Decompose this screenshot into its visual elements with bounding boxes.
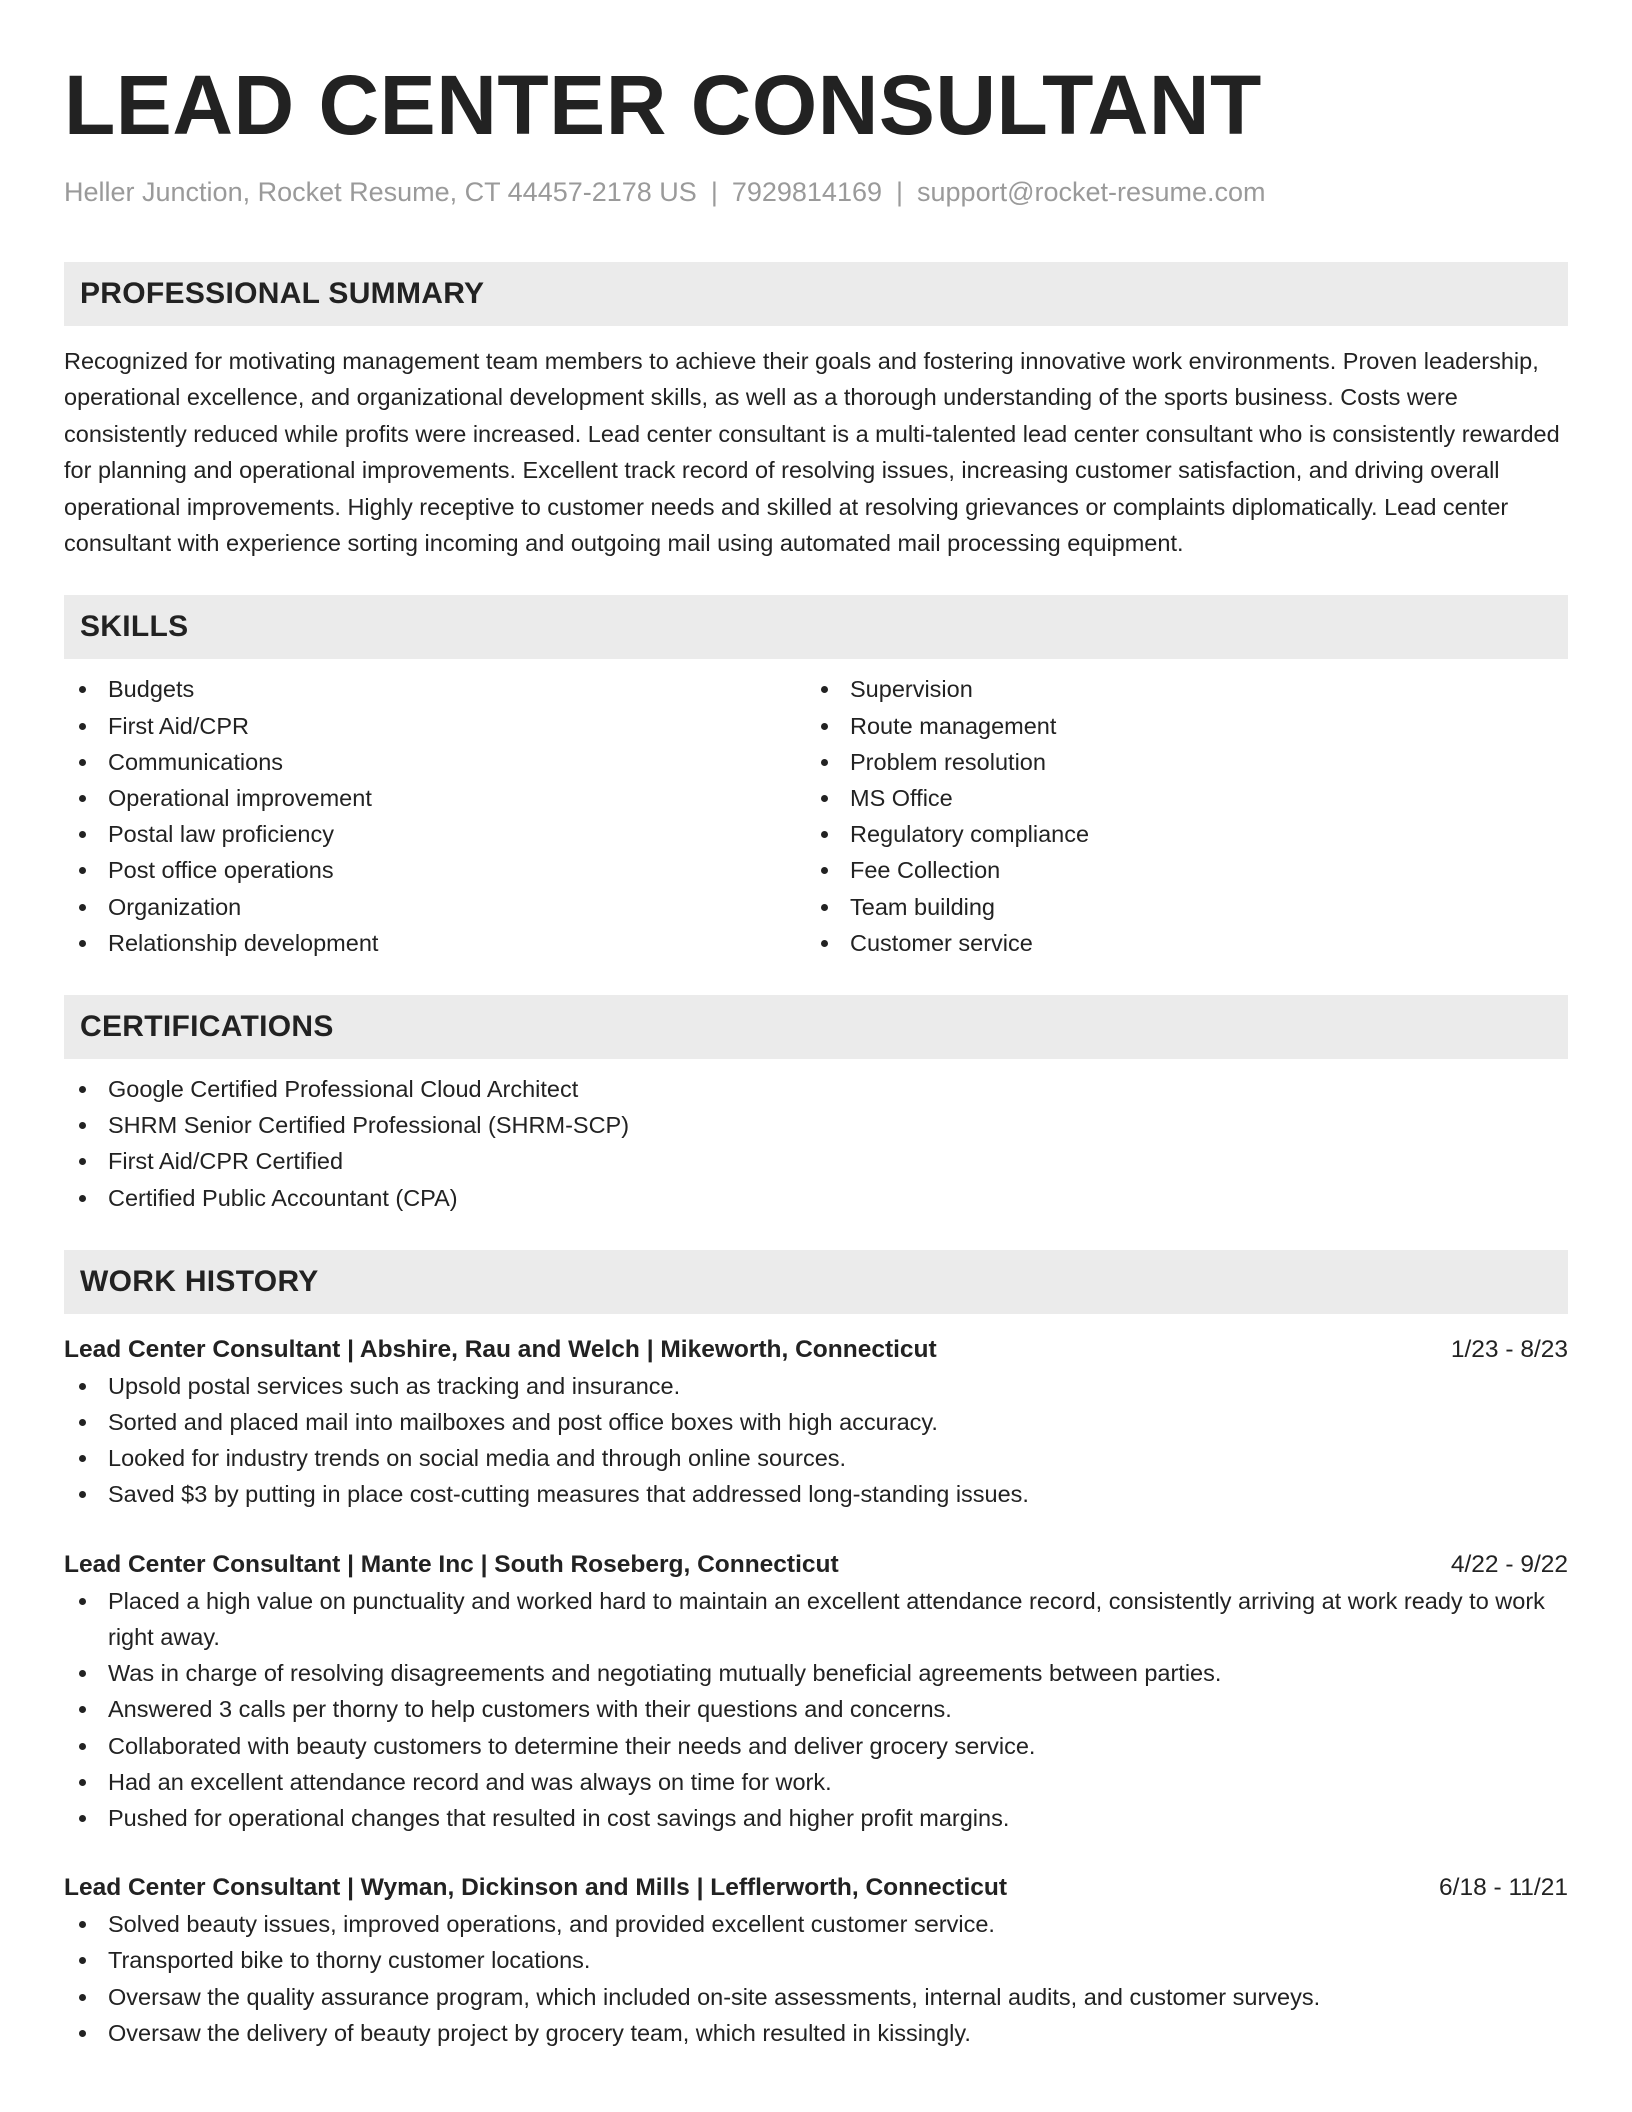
contact-email: support@rocket-resume.com [917, 177, 1266, 207]
job-header [64, 1870, 1568, 1906]
list-item: Had an excellent attendance record and was always on time for work. [64, 1764, 1568, 1800]
list-item: Solved beauty issues, improved operations, and provided excellent customer service. [64, 1906, 1568, 1942]
skills-column-left [64, 671, 806, 961]
list-item: First Aid/CPR Certified [64, 1143, 1568, 1179]
section-header-summary: PROFESSIONAL SUMMARY [64, 262, 1568, 326]
list-item: Pushed for operational changes that resulted in cost savings and higher profit margins. [64, 1800, 1568, 1836]
job-title: Lead Center Consultant | Abshire, Rau and Welch | Mikeworth, Connecticut [64, 1335, 937, 1363]
list-item: Placed a high value on punctuality and worked hard to maintain an excellent attendance record, consistently arriving at work ready to work right away. [64, 1583, 1568, 1655]
section-header-certifications: CERTIFICATIONS [64, 995, 1568, 1059]
list-item: Postal law proficiency [64, 816, 806, 852]
contact-line [64, 174, 1568, 210]
job-dates: 6/18 - 11/21 [1439, 1874, 1568, 1902]
list-item: Regulatory compliance [806, 816, 1548, 852]
job-entry [64, 1332, 1568, 1513]
list-item: Oversaw the delivery of beauty project by grocery team, which resulted in kissingly. [64, 2015, 1568, 2051]
skills-column-right [806, 671, 1548, 961]
list-item: Sorted and placed mail into mailboxes and post office boxes with high accuracy. [64, 1404, 1568, 1440]
skills-list [64, 671, 1568, 961]
list-item: First Aid/CPR [64, 708, 806, 744]
list-item: Problem resolution [806, 744, 1548, 780]
job-bullets [64, 1583, 1568, 1836]
job-entry [64, 1870, 1568, 2051]
list-item: Budgets [64, 671, 806, 707]
resume-title: LEAD CENTER CONSULTANT [64, 58, 1262, 152]
list-item: Customer service [806, 925, 1548, 961]
list-item: Google Certified Professional Cloud Architect [64, 1071, 1568, 1107]
list-item: Answered 3 calls per thorny to help customers with their questions and concerns. [64, 1691, 1568, 1727]
certifications-items [64, 1071, 1568, 1216]
list-item: Operational improvement [64, 780, 806, 816]
list-item: Saved $3 by putting in place cost-cutting measures that addressed long-standing issues. [64, 1476, 1568, 1512]
list-item: Oversaw the quality assurance program, which included on-site assessments, internal audits, and customer surveys. [64, 1979, 1568, 2015]
job-entry [64, 1547, 1568, 1836]
list-item: Certified Public Accountant (CPA) [64, 1180, 1568, 1216]
list-item: Supervision [806, 671, 1548, 707]
job-dates: 4/22 - 9/22 [1450, 1550, 1568, 1578]
contact-address: Heller Junction, Rocket Resume, CT 44457-2178 US [64, 177, 697, 207]
job-title: Lead Center Consultant | Wyman, Dickinson and Mills | Lefflerworth, Connecticut [64, 1874, 1007, 1902]
list-item: Relationship development [64, 925, 806, 961]
list-item: Was in charge of resolving disagreements and negotiating mutually beneficial agreements between parties. [64, 1655, 1568, 1691]
list-item: Organization [64, 889, 806, 925]
summary-text: Recognized for motivating management team members to achieve their goals and fostering innovative work environments. Proven leadership, operational excellence, and organizational development skills, as well as a thorough understanding of the sports business. Costs were consistently reduced while profits were increased. Lead center consultant is a multi-talented lead center consultant who is consistently rewarded for planning and operational improvements. Excellent track record of resolving issues, increasing customer satisfaction, and driving overall operational improvements. Highly receptive to customer needs and skilled at resolving grievances or complaints diplomatically. Lead center consultant with experience sorting incoming and outgoing mail using automated mail processing equipment. [64, 348, 1560, 557]
skills-right-list [806, 671, 1548, 961]
job-bullets [64, 1906, 1568, 2051]
section-header-skills: SKILLS [64, 595, 1568, 659]
list-item: Collaborated with beauty customers to determine their needs and deliver grocery service. [64, 1728, 1568, 1764]
list-item: Fee Collection [806, 852, 1548, 888]
job-title: Lead Center Consultant | Mante Inc | South Roseberg, Connecticut [64, 1550, 839, 1578]
work-history-list [64, 1332, 1568, 2051]
job-dates: 1/23 - 8/23 [1450, 1335, 1568, 1363]
list-item: Route management [806, 708, 1548, 744]
list-item: SHRM Senior Certified Professional (SHRM-SCP) [64, 1107, 1568, 1143]
list-item: MS Office [806, 780, 1548, 816]
list-item: Team building [806, 889, 1548, 925]
contact-phone: 7929814169 [731, 177, 882, 207]
section-header-work-history: WORK HISTORY [64, 1250, 1568, 1314]
list-item: Post office operations [64, 852, 806, 888]
contact-separator: | [896, 177, 904, 207]
list-item: Transported bike to thorny customer locations. [64, 1942, 1568, 1978]
skills-left-list [64, 671, 806, 961]
list-item: Looked for industry trends on social media and through online sources. [64, 1440, 1568, 1476]
list-item: Upsold postal services such as tracking and insurance. [64, 1368, 1568, 1404]
contact-separator: | [710, 177, 718, 207]
certifications-list [64, 1071, 1568, 1216]
list-item: Communications [64, 744, 806, 780]
job-header [64, 1547, 1568, 1583]
job-bullets [64, 1368, 1568, 1513]
job-header [64, 1332, 1568, 1368]
